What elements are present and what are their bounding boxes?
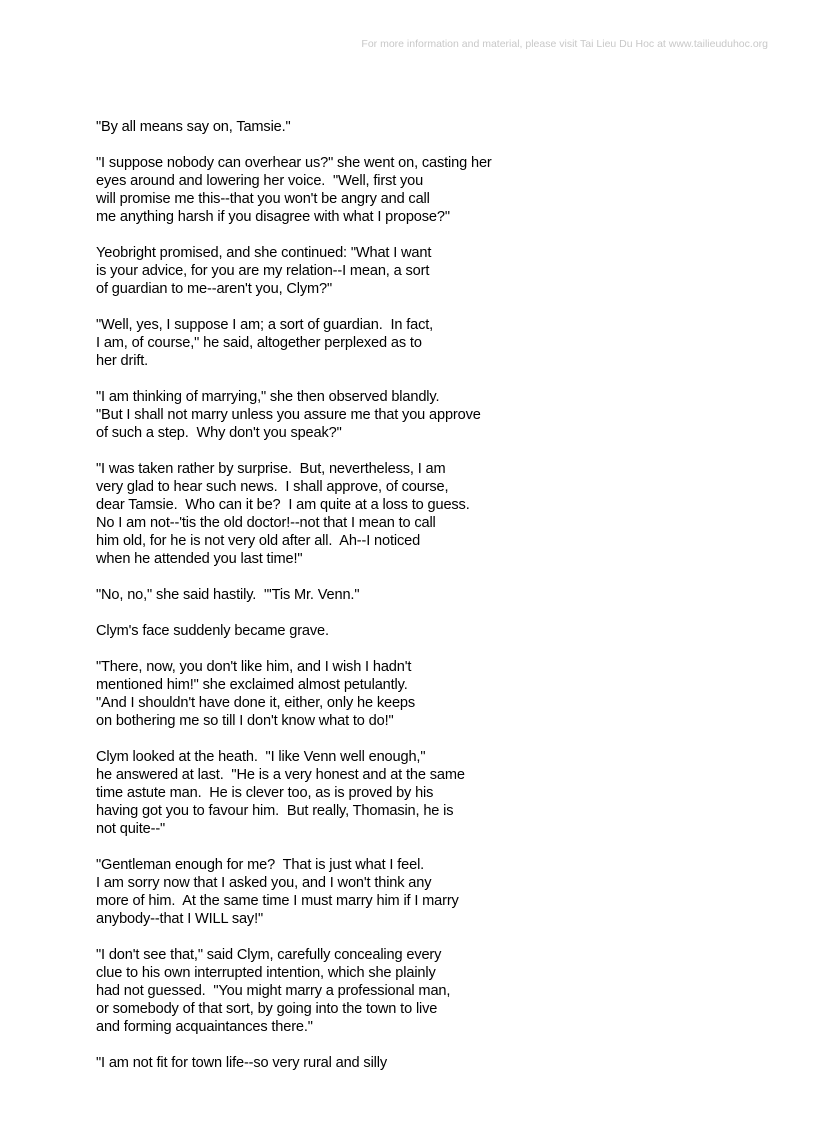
text-line: "I was taken rather by surprise. But, nevertheless, I am (96, 460, 446, 477)
paragraph (96, 316, 749, 370)
text-line: will promise me this--that you won't be angry and call (96, 190, 430, 207)
text-line: more of him. At the same time I must marry him if I marry (96, 892, 459, 909)
text-line: I am sorry now that I asked you, and I won't think any (96, 874, 432, 891)
text-line: very glad to hear such news. I shall approve, of course, (96, 478, 449, 495)
text-line: on bothering me so till I don't know what to do!" (96, 712, 394, 729)
text-line: No I am not--'tis the old doctor!--not that I mean to call (96, 514, 436, 531)
text-line: "No, no," she said hastily. "'Tis Mr. Venn." (96, 586, 360, 603)
text-line: dear Tamsie. Who can it be? I am quite at a loss to guess. (96, 496, 470, 513)
text-line: or somebody of that sort, by going into the town to live (96, 1000, 438, 1017)
text-line: time astute man. He is clever too, as is proved by his (96, 784, 434, 801)
text-line: "I am not fit for town life--so very rural and silly (96, 1054, 388, 1071)
text-line: "Well, yes, I suppose I am; a sort of guardian. In fact, (96, 316, 434, 333)
paragraph (96, 748, 749, 838)
text-line: Clym looked at the heath. "I like Venn well enough," (96, 748, 426, 765)
header-note: For more information and material, please visit Tai Lieu Du Hoc at www.tailieuduhoc.org (361, 38, 768, 50)
text-line: "And I shouldn't have done it, either, only he keeps (96, 694, 416, 711)
text-line: "But I shall not marry unless you assure me that you approve (96, 406, 481, 423)
paragraph (96, 586, 749, 604)
text-line: me anything harsh if you disagree with what I propose?" (96, 208, 450, 225)
text-line: "By all means say on, Tamsie." (96, 118, 291, 135)
text-line: "There, now, you don't like him, and I wish I hadn't (96, 658, 412, 675)
text-line: him old, for he is not very old after all. Ah--I noticed (96, 532, 421, 549)
page-body (96, 118, 776, 1090)
text-line: of such a step. Why don't you speak?" (96, 424, 342, 441)
text-line: eyes around and lowering her voice. "Well, first you (96, 172, 424, 189)
paragraph (96, 622, 749, 640)
text-line: mentioned him!" she exclaimed almost petulantly. (96, 676, 408, 693)
paragraph (96, 388, 749, 442)
text-line: had not guessed. "You might marry a professional man, (96, 982, 451, 999)
text-line: having got you to favour him. But really, Thomasin, he is (96, 802, 454, 819)
text-line: he answered at last. "He is a very honest and at the same (96, 766, 465, 783)
text-line: and forming acquaintances there." (96, 1018, 313, 1035)
paragraph (96, 856, 749, 928)
paragraph (96, 460, 749, 568)
paragraph (96, 244, 749, 298)
text-line: her drift. (96, 352, 149, 369)
text-line: "I don't see that," said Clym, carefully concealing every (96, 946, 442, 963)
text-line: not quite--" (96, 820, 166, 837)
text-line: "Gentleman enough for me? That is just what I feel. (96, 856, 425, 873)
text-line: Yeobright promised, and she continued: "What I want (96, 244, 432, 261)
paragraph (96, 154, 749, 226)
text-line: "I am thinking of marrying," she then observed blandly. (96, 388, 440, 405)
text-line: when he attended you last time!" (96, 550, 303, 567)
text-line: is your advice, for you are my relation--I mean, a sort (96, 262, 430, 279)
text-line: clue to his own interrupted intention, which she plainly (96, 964, 436, 981)
text-line: "I suppose nobody can overhear us?" she went on, casting her (96, 154, 492, 171)
paragraph (96, 946, 749, 1036)
text-line: of guardian to me--aren't you, Clym?" (96, 280, 333, 297)
text-line: Clym's face suddenly became grave. (96, 622, 329, 639)
text-line: anybody--that I WILL say!" (96, 910, 264, 927)
paragraph (96, 118, 749, 136)
paragraph (96, 658, 749, 730)
paragraph (96, 1054, 749, 1072)
text-line: I am, of course," he said, altogether perplexed as to (96, 334, 422, 351)
